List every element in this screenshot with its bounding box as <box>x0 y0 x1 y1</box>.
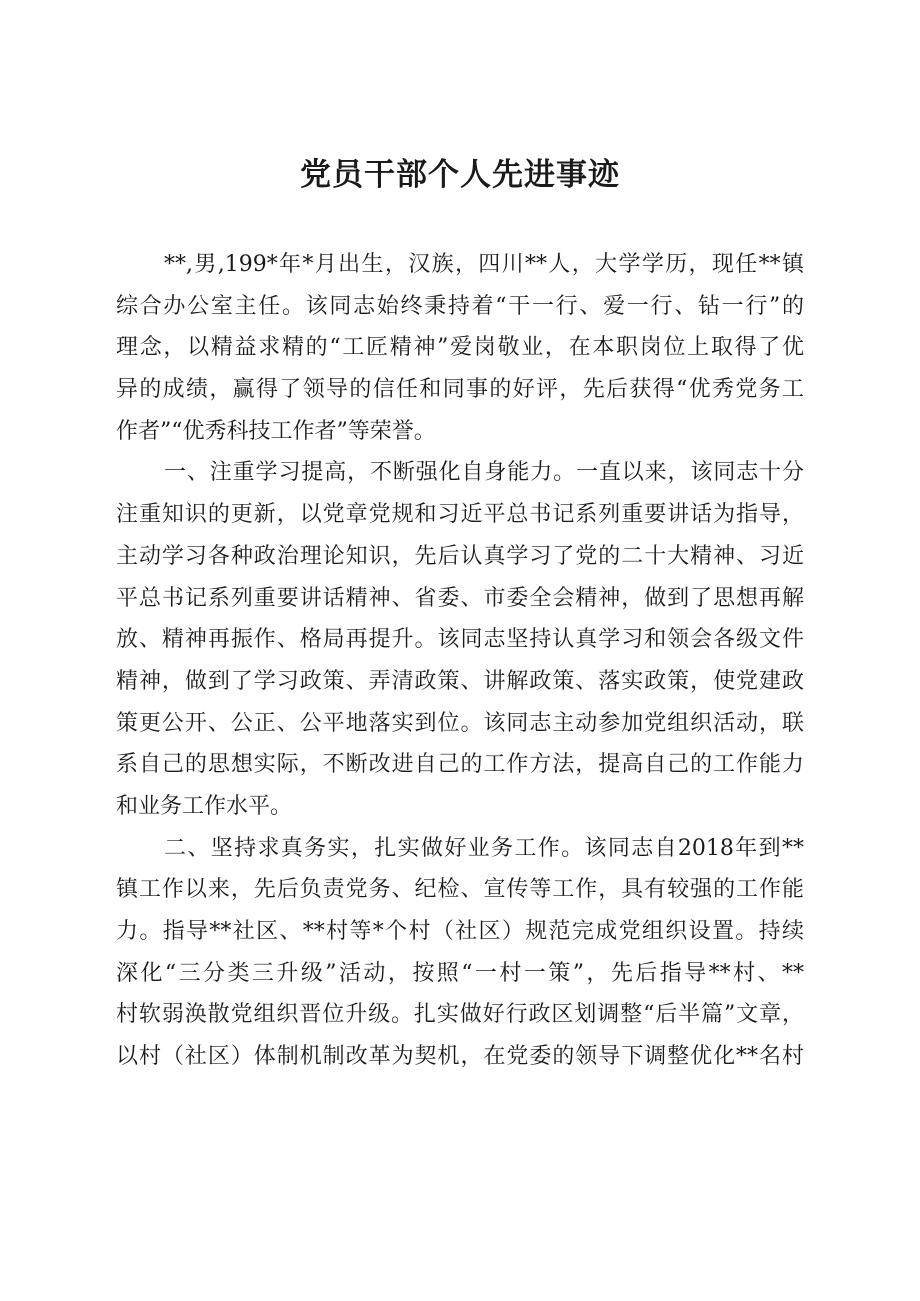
text-line: 村软弱涣散党组织晋位升级。扎实做好行政区划调整“后半篇”文章， <box>116 1002 804 1028</box>
text-line: 和业务工作水平。 <box>116 793 293 819</box>
text-line: 一、注重学习提高，不断强化自身能力。一直以来，该同志十分 <box>164 460 804 486</box>
text-line: 深化“三分类三升级”活动，按照“一村一策”，先后指导**村、** <box>116 960 804 986</box>
text-line: **,男,199*年*月出生，汉族，四川**人，大学学历，现任**镇 <box>164 252 804 277</box>
document-title: 党员干部个人先进事迹 <box>300 157 620 193</box>
paragraph-section-two <box>116 828 804 1078</box>
text-line: 理念，以精益求精的“工匠精神”爱岗敬业，在本职岗位上取得了优 <box>116 335 804 361</box>
text-line: 主动学习各种政治理论知识，先后认真学习了党的二十大精神、习近 <box>116 543 804 569</box>
text-line: 精神，做到了学习政策、弄清政策、讲解政策、落实政策，使党建政 <box>116 668 804 694</box>
text-line: 策更公开、公正、公平地落实到位。该同志主动参加党组织活动，联 <box>116 710 804 736</box>
text-line: 系自己的思想实际，不断改进自己的工作方法，提高自己的工作能力 <box>116 752 804 778</box>
text-line: 异的成绩，赢得了领导的信任和同事的好评，先后获得“优秀党务工 <box>116 377 804 403</box>
text-line: 平总书记系列重要讲话精神、省委、市委全会精神，做到了思想再解 <box>116 585 804 611</box>
document-body <box>116 244 804 1078</box>
text-line: 力。指导**社区、**村等*个村（社区）规范完成党组织设置。持续 <box>116 919 804 944</box>
paragraph-section-one <box>116 452 804 827</box>
text-line: 镇工作以来，先后负责党务、纪检、宣传等工作，具有较强的工作能 <box>116 877 804 903</box>
text-line: 放、精神再振作、格局再提升。该同志坚持认真学习和领会各级文件 <box>116 627 804 653</box>
text-line: 以村（社区）体制机制改革为契机，在党委的领导下调整优化**名村 <box>116 1044 804 1070</box>
text-line: 综合办公室主任。该同志始终秉持着“干一行、爱一行、钻一行”的 <box>116 293 804 319</box>
text-line: 注重知识的更新，以党章党规和习近平总书记系列重要讲话为指导， <box>116 502 804 528</box>
text-line: 作者”“优秀科技工作者”等荣誉。 <box>116 418 436 444</box>
paragraph-intro <box>116 244 804 452</box>
text-line: 二、坚持求真务实，扎实做好业务工作。该同志自2018年到** <box>164 835 804 861</box>
